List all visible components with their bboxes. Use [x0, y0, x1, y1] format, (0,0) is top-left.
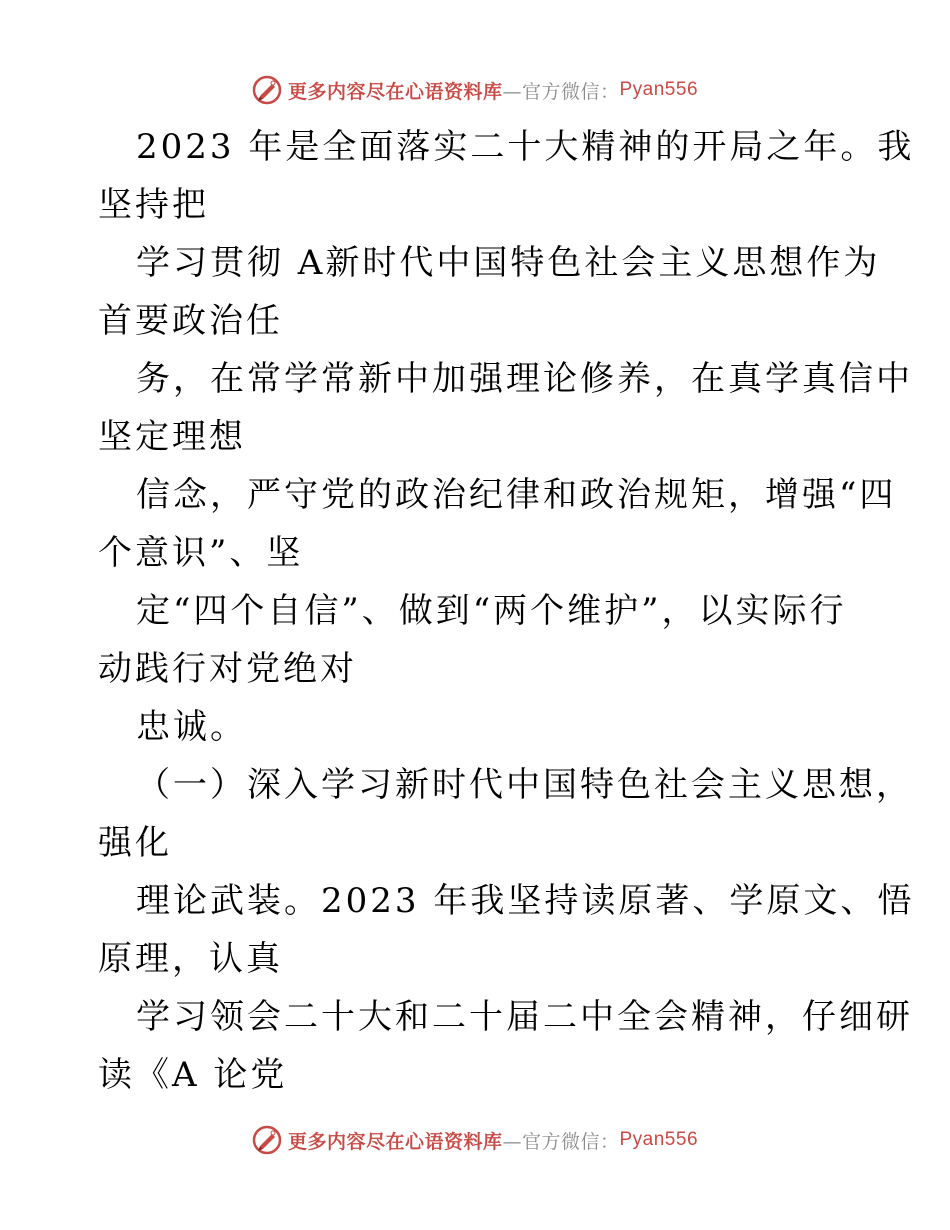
text-line: 理论武装。2023 年我坚持读原著、学原文、悟 [136, 881, 915, 921]
section-heading-line: （一）深入学习新时代中国特色社会主义思想， [136, 765, 913, 805]
text-line: 个意识”、坚 [98, 533, 304, 573]
text-line: 务，在常学常新中加强理论修养，在真学真信中 [136, 359, 913, 399]
footer-banner-title: 更多内容尽在心语资料库 [287, 1130, 503, 1153]
footer-watermark-banner [0, 1120, 950, 1160]
text-line: 读《A 论党 [98, 1055, 288, 1095]
header-banner-wechat-id: Pyan556 [619, 79, 699, 100]
pen-logo-icon [252, 75, 282, 105]
header-banner-label: —官方微信： [502, 80, 620, 103]
text-line: 动践行对党绝对 [98, 649, 357, 689]
text-line: 学习领会二十大和二十届二中全会精神，仔细研 [136, 997, 913, 1037]
header-banner-title: 更多内容尽在心语资料库 [287, 80, 503, 103]
text-line: 首要政治任 [98, 301, 283, 341]
document-body [98, 118, 915, 1104]
text-line: 坚定理想 [98, 417, 246, 457]
text-line: 原理，认真 [98, 939, 283, 979]
footer-banner-wechat-id: Pyan556 [619, 1129, 699, 1150]
pen-logo-icon [252, 1125, 282, 1155]
text-line: 2023 年是全面落实二十大精神的开局之年。我 [136, 127, 915, 167]
text-line: 学习贯彻 A新时代中国特色社会主义思想作为 [136, 243, 881, 283]
text-line: 忠诚。 [136, 707, 247, 747]
text-line: 信念，严守党的政治纪律和政治规矩，增强“四 [136, 475, 897, 515]
footer-banner-label: —官方微信： [502, 1130, 620, 1153]
text-line: 定“四个自信”、做到“两个维护”，以实际行 [136, 591, 847, 631]
header-watermark-banner [0, 70, 950, 110]
text-line: 强化 [98, 823, 172, 863]
text-line: 坚持把 [98, 185, 209, 225]
